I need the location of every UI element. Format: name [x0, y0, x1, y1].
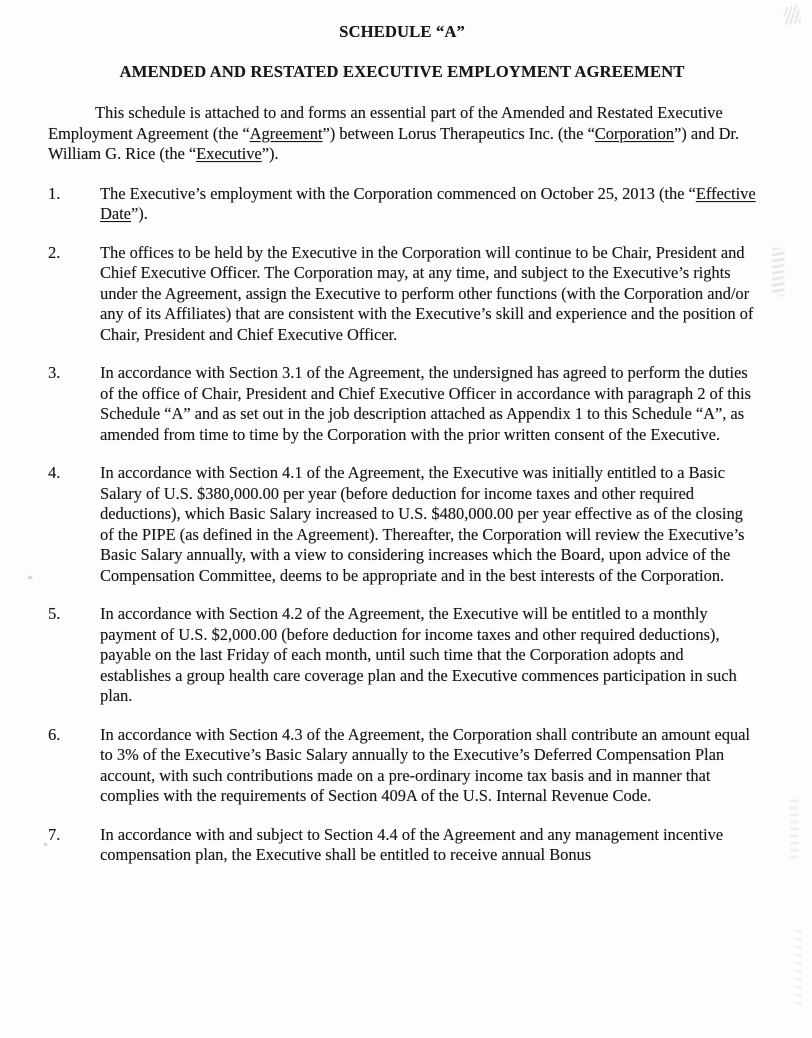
list-item-6	[48, 725, 756, 807]
intro-seg3: ”) and Dr. William G. Rice (the “	[48, 123, 740, 163]
item-number: 4.	[48, 463, 61, 482]
list-item-4	[48, 463, 756, 586]
defined-term-executive: Executive	[196, 144, 262, 163]
intro-seg1: This schedule is attached to and forms an essential part of the Amended and Restated Executive Employment Agreement (the “	[48, 103, 723, 143]
item-text: In accordance with Section 4.2 of the Agreement, the Executive will be entitled to a monthly payment of U.S. $2,000.00 (before deduction for income taxes and other required deductions), payable on the last Friday of each month, until such time that the Corporation adopts and establishes a group health care coverage plan and the Executive commences participation in such plan.	[100, 604, 737, 705]
item-number: 7.	[48, 824, 61, 844]
scan-artifact	[790, 800, 798, 860]
scan-artifact	[28, 576, 32, 579]
item1-seg1: The Executive’s employment with the Corporation commenced on October 25, 2013 (the “	[100, 183, 696, 203]
item-text: In accordance with Section 3.1 of the Agreement, the undersigned has agreed to perform the duties of the office of Chair, President and Chief Executive Officer in accordance with paragraph 2 of this Schedule “A” and as set out in the job description attached as Appendix 1 to this Schedule “A”, as amended from time to time by the Corporation with the prior written consent of the Executive.	[100, 363, 751, 444]
defined-term-effective-date: Effective Date	[100, 183, 756, 223]
list-item-2	[48, 243, 756, 346]
scan-artifact	[795, 930, 802, 1010]
item-text: In accordance with and subject to Section 4.4 of the Agreement and any management incentive compensation plan, the Executive shall be entitled to receive annual Bonus	[100, 824, 724, 864]
item-text: In accordance with Section 4.1 of the Agreement, the Executive was initially entitled to a Basic Salary of U.S. $380,000.00 per year (before deduction for income taxes and other required deductions), which Basic Salary increased to U.S. $480,000.00 per year effective as of the closing of the PIPE (as defined in the Agreement). Thereafter, the Corporation will review the Executive’s Basic Salary annually, with a view to considering increases which the Board, upon advice of the Compensation Committee, deems to be appropriate and in the best interests of the Corporation.	[100, 463, 745, 585]
item-text: The offices to be held by the Executive in the Corporation will continue to be Chair, President and Chief Executive Officer. The Corporation may, at any time, and subject to the Executive’s rights under the Agreement, assign the Executive to perform other functions (with the Corporation and/or any of its Affiliates) that are consistent with the Executive’s skill and experience and the position of Chair, President and Chief Executive Officer.	[100, 242, 754, 344]
scan-artifact	[44, 843, 47, 846]
item-number: 2.	[48, 242, 61, 262]
intro-seg4: ”).	[261, 144, 279, 163]
item-number: 1.	[48, 183, 61, 203]
list-item-7	[48, 825, 756, 866]
main-title: AMENDED AND RESTATED EXECUTIVE EMPLOYMENT AGREEMENT	[119, 61, 685, 81]
scan-artifact	[772, 248, 784, 296]
scan-artifact	[782, 5, 801, 26]
item-number: 5.	[48, 604, 61, 623]
list-item-1	[48, 184, 756, 225]
defined-term-agreement: Agreement	[249, 123, 323, 143]
intro-paragraph	[48, 103, 756, 165]
item-number: 3.	[48, 363, 61, 382]
item1-seg2: ”).	[130, 204, 148, 223]
schedule-title: SCHEDULE “A”	[339, 22, 465, 41]
list-item-3	[48, 363, 756, 445]
defined-term-corporation: Corporation	[594, 123, 674, 143]
item-text: In accordance with Section 4.3 of the Agreement, the Corporation shall contribute an amount equal to 3% of the Executive’s Basic Salary annually to the Executive’s Deferred Compensation Plan account, with such contributions made on a pre-ordinary income tax basis and in manner that complies with the requirements of Section 409A of the U.S. Internal Revenue Code.	[100, 724, 750, 805]
list-item-5	[48, 604, 756, 707]
item-number: 6.	[48, 724, 61, 744]
intro-seg2: ”) between Lorus Therapeutics Inc. (the “	[322, 123, 595, 143]
item-text	[100, 184, 756, 225]
